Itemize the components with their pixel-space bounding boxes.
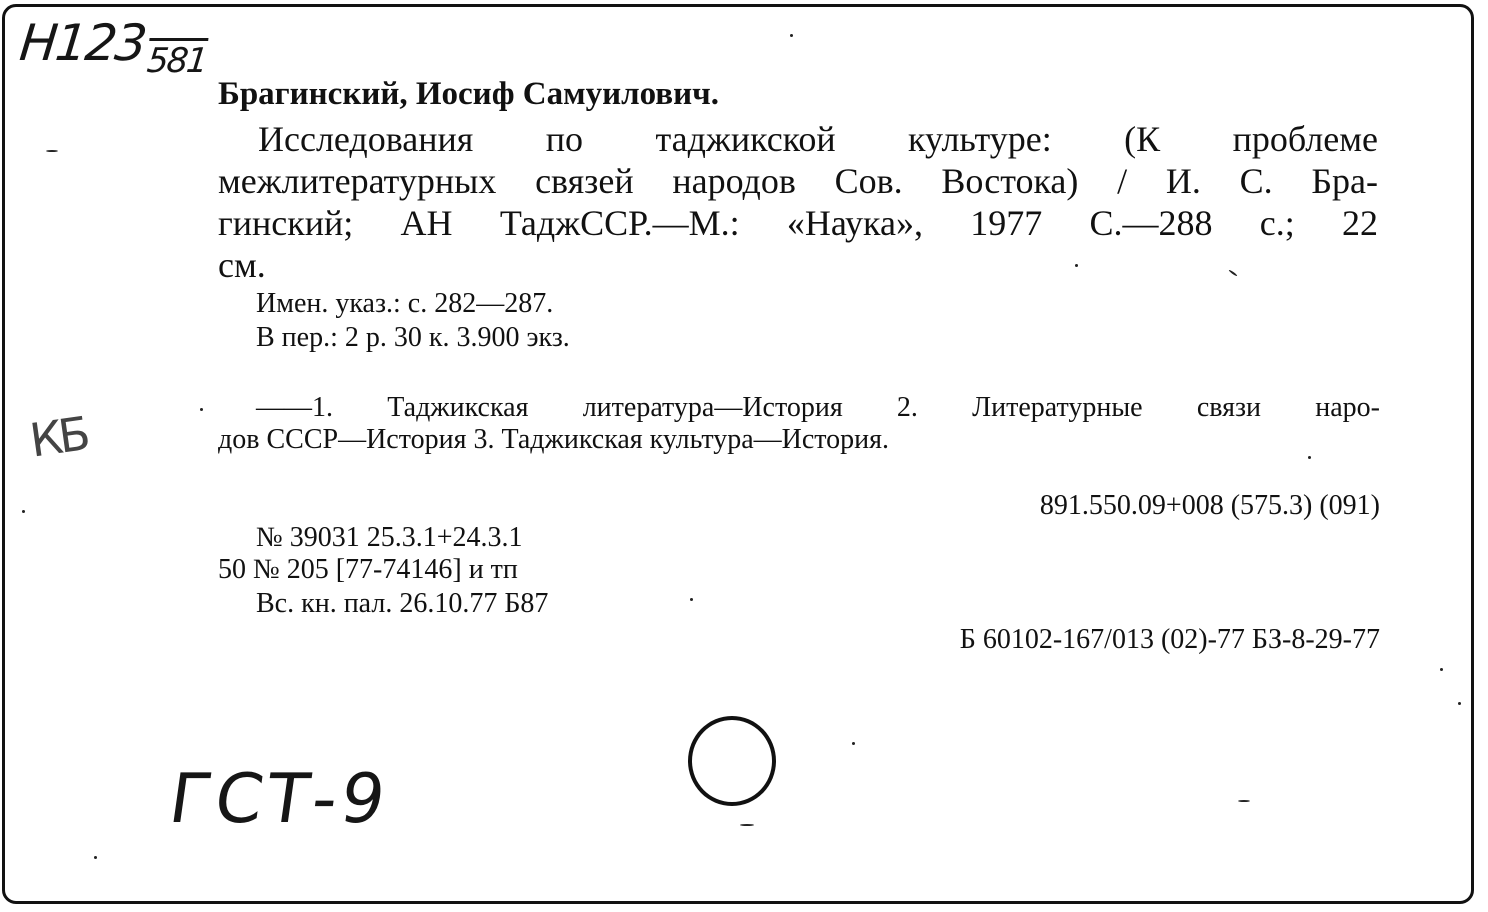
record-number-3: Вс. кн. пал. 26.10.77 Б87 [256,588,549,619]
title-line-4: см. [218,245,266,285]
speck [852,742,855,745]
speck [1238,800,1250,802]
subjects-line-2: дов СССР—История 3. Таджикская культура—История. [218,424,890,455]
speck [1308,456,1311,459]
shelf-mark [16,14,209,81]
speck [200,408,203,411]
udc-code: 891.550.09+008 (575.3) (091) [1039,490,1380,521]
speck [1440,668,1443,671]
handwritten-code: ГСТ-9 [164,760,394,839]
shelf-mark-main: Н123 [16,14,149,72]
subjects-line-1: ——1. Таджикская литература—История 2. Литературные связи наро- [256,392,1380,423]
speck [690,598,693,601]
speck [94,856,97,859]
margin-handwritten-mark: КБ [26,406,90,468]
speck [22,510,25,513]
speck [46,150,58,152]
speck [1075,264,1078,267]
title-line-3: гинский; АН ТаджССР.—М.: «Наука», 1977 С.—288 с.; 22 [218,203,1378,243]
record-number-1: № 39031 25.3.1+24.3.1 [256,522,523,553]
bbk-code: Б 60102-167/013 (02)-77 БЗ-8-29-77 [959,624,1380,655]
title-line-1: Исследования по таджикской культуре: (К проблеме [258,119,1378,159]
shelf-mark-sub: 581 [145,41,209,81]
title-line-2: межлитературных связей народов Сов. Востока) / И. С. Бра- [218,161,1378,201]
speck [740,824,754,826]
note-price: В пер.: 2 р. 30 к. 3.900 экз. [256,322,570,353]
record-number-2: 50 № 205 [77-74146] и тп [218,554,518,585]
author-heading: Брагинский, Иосиф Самуилович. [218,76,719,112]
punch-hole [688,716,776,806]
speck [790,34,793,37]
note-index: Имен. указ.: с. 282—287. [256,288,554,319]
speck [1458,702,1461,705]
